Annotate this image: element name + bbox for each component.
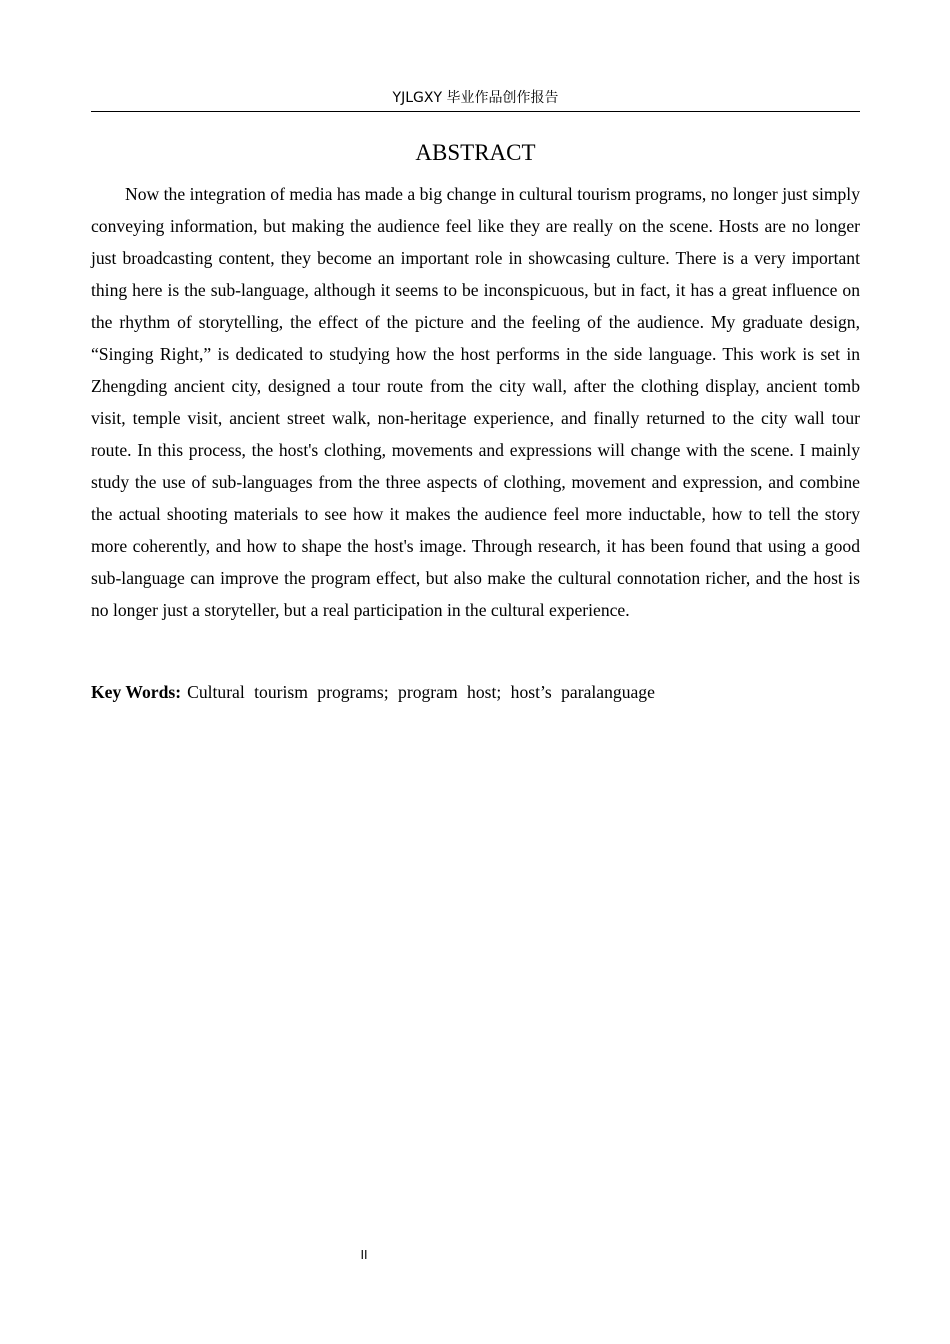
keywords-label: Key Words: bbox=[91, 682, 182, 702]
keywords bbox=[91, 677, 860, 707]
running-header: YJLGXY 毕业作品创作报告 bbox=[392, 90, 559, 106]
header-divider bbox=[91, 111, 860, 112]
keywords-text: Cultural tourism programs; program host; host’s paralanguage bbox=[187, 682, 655, 702]
abstract-title: ABSTRACT bbox=[415, 140, 536, 165]
abstract-body: Now the integration of media has made a big change in cultural tourism programs, no longer just simply conveying information, but making the audience feel like they are really on the scene. Hosts are no longer just broadcasting content, they become an important role in showcasing culture. There is a very important thing here is the sub-language, although it seems to be inconspicuous, but in fact, it has a great influence on the rhythm of storytelling, the effect of the picture and the feeling of the audience. My graduate design, “Singing Right,” is dedicated to studying how the host performs in the side language. This work is set in Zhengding ancient city, designed a tour route from the city wall, after the clothing display, ancient tomb visit, temple visit, ancient street walk, non-heritage experience, and finally returned to the city wall tour route. In this process, the host's clothing, movements and expressions will change with the scene. I mainly study the use of sub-languages from the three aspects of clothing, movement and expression, and combine the actual shooting materials to see how it makes the audience feel more inductable, how to tell the story more coherently, and how to shape the host's image. Through research, it has been found that using a good sub-language can improve the program effect, but also make the cultural connotation richer, and the host is no longer just a storyteller, but a real participation in the cultural experience. bbox=[91, 184, 860, 620]
page-number: II bbox=[360, 1248, 368, 1262]
